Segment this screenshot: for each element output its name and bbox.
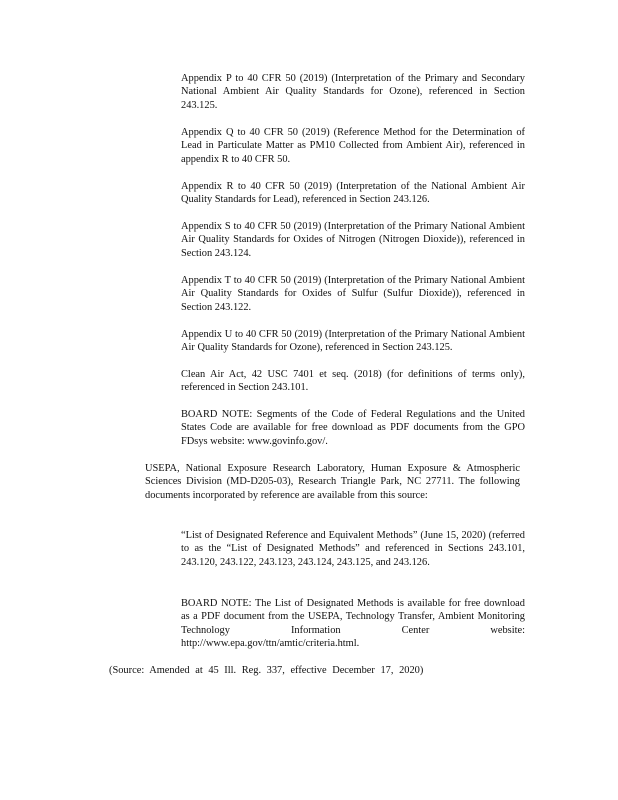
source-note: (Source: Amended at 45 Ill. Reg. 337, effective December 17, 2020) [109,665,424,676]
appendix-r-entry: Appendix R to 40 CFR 50 (2019) (Interpretation of the National Ambient Air Quality Standards for Lead), referenced in Section 243.126. [181,181,525,206]
appendix-t-entry: Appendix T to 40 CFR 50 (2019) (Interpretation of the Primary National Ambient Air Quality Standards for Oxides of Sulfur (Sulfur Dioxide)), referenced in Section 243.122. [181,275,525,313]
appendix-p-entry: Appendix P to 40 CFR 50 (2019) (Interpretation of the Primary and Secondary National Ambient Air Quality Standards for Ozone), referenced in Section 243.125. [181,73,525,111]
clean-air-act-entry: Clean Air Act, 42 USC 7401 et seq. (2018) (for definitions of terms only), referenced in Section 243.101. [181,369,525,394]
designated-methods-entry: “List of Designated Reference and Equivalent Methods” (June 15, 2020) (referred to as the “List of Designated Methods” and referenced in Sections 243.101, 243.120, 243.122, 243.123, 243.124, 243.125, and 243.126. [181,530,525,568]
appendix-u-entry: Appendix U to 40 CFR 50 (2019) (Interpretation of the Primary National Ambient Air Quality Standards for Ozone), referenced in Section 243.125. [181,329,525,354]
usepa-source-heading: USEPA, National Exposure Research Laboratory, Human Exposure & Atmospheric Sciences Division (MD-D205-03), Research Triangle Park, NC 27711. The following documents incorporated by reference are available from this source: [145,463,520,501]
board-note-usepa: BOARD NOTE: The List of Designated Methods is available for free download as a PDF document from the USEPA, Technology Transfer, Ambient Monitoring Technology Information Center website: http://www.epa.gov/ttn/amtic/criteria.html. [181,598,525,650]
board-note-cfr: BOARD NOTE: Segments of the Code of Federal Regulations and the United States Code are available for free download as PDF documents from the GPO FDsys website: www.govinfo.gov/. [181,409,525,447]
appendix-q-entry: Appendix Q to 40 CFR 50 (2019) (Reference Method for the Determination of Lead in Particulate Matter as PM10 Collected from Ambient Air), referenced in appendix R to 40 CFR 50. [181,127,525,165]
appendix-s-entry: Appendix S to 40 CFR 50 (2019) (Interpretation of the Primary National Ambient Air Quality Standards for Oxides of Nitrogen (Nitrogen Dioxide)), referenced in Section 243.124. [181,221,525,259]
